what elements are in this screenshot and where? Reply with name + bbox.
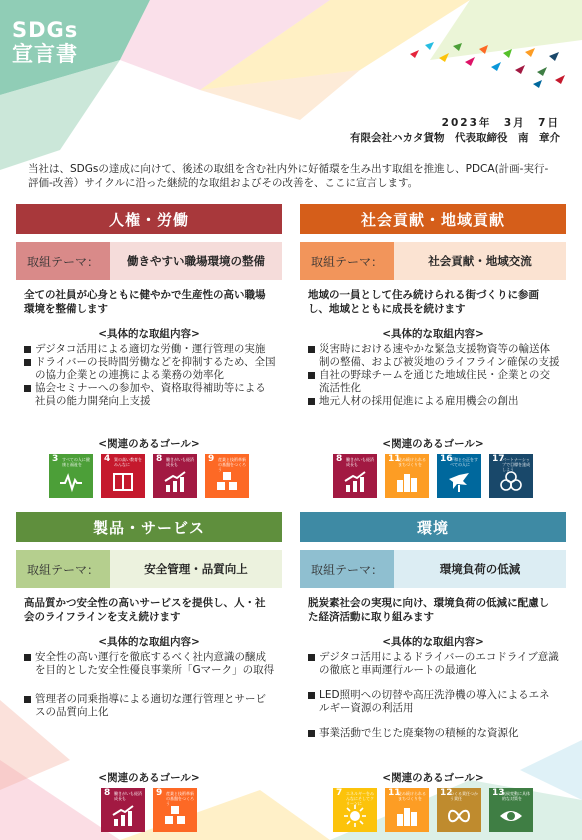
panel-title: 製品・サービス — [16, 512, 282, 542]
activities-heading: <具体的な取組内容> — [98, 636, 200, 648]
theme-value: 環境負荷の低減 — [394, 550, 566, 588]
list-item — [308, 689, 560, 715]
list-item-text: 安全性の高い運行を徹底するべく社内意識の醸成を目的とした安全性優良事業所「Gマーク」の取得 — [35, 651, 275, 676]
panel-environment — [300, 512, 566, 812]
sdg-goal-17-icon: 17 パートナーシップで目標を達成しよう — [489, 454, 533, 498]
list-item-text: 協会セミナーへの参加や、資格取得補助等による社員の能力開発向上支援 — [35, 382, 266, 407]
goals-heading: <関連のあるゴール> — [98, 438, 200, 450]
square-bullet-icon — [24, 346, 31, 353]
origami-birds-decoration — [405, 40, 570, 95]
square-bullet-icon — [308, 730, 315, 737]
theme-label: 取組テーマ： — [300, 550, 394, 588]
goal-icon-row — [300, 788, 566, 832]
activities-heading: <具体的な取組内容> — [98, 328, 200, 340]
goals-heading: <関連のあるゴール> — [98, 772, 200, 784]
list-item-text: デジタコ活用によるドライバーのエコドライブ意識の徹底と車両運行ルートの最適化 — [319, 651, 559, 676]
activity-list — [16, 343, 282, 408]
title-line-sdgs: SDGs — [12, 18, 79, 42]
goals-heading: <関連のあるゴール> — [382, 772, 484, 784]
panel-title: 人権・労働 — [16, 204, 282, 234]
activities-heading: <具体的な取組内容> — [382, 636, 484, 648]
sdg-goal-9-icon: 9 産業と技術革新の基盤をつくろう — [205, 454, 249, 498]
sdg-goal-11-icon: 11 住み続けられるまちづくりを — [385, 788, 429, 832]
list-item — [308, 727, 560, 740]
list-item — [24, 382, 276, 408]
list-item — [24, 651, 276, 677]
theme-value: 働きやすい職場環境の整備 — [110, 242, 282, 280]
list-item-text: 管理者の同乗指導による適切な運行管理とサービスの品質向上化 — [35, 693, 266, 718]
sdg-goal-16-icon: 16 平和と公正をすべての人に — [437, 454, 481, 498]
goal-icon-row — [16, 788, 282, 832]
list-item-text: ドライバーの長時間労働などを抑制するため、全国の協力企業との連携による業務の効率化 — [35, 356, 276, 381]
theme-value: 安全管理・品質向上 — [110, 550, 282, 588]
panel-products-services — [16, 512, 282, 812]
sdg-goal-3-icon: 3 すべての人に健康と福祉を — [49, 454, 93, 498]
list-item-text: デジタコ活用による適切な労働・運行管理の実施 — [35, 343, 266, 355]
declaration-date: 2023年 3月 7日 — [441, 117, 560, 129]
list-item-text: 事業活動で生じた廃棄物の積極的な資源化 — [319, 727, 519, 739]
list-item — [24, 356, 276, 382]
list-item-text: 災害時における速やかな緊急支援物資等の輸送体制の整備、および被災地のライフライン確保の支援 — [319, 343, 560, 368]
sdg-goal-8-icon: 8 働きがいも経済成長も — [153, 454, 197, 498]
sdg-goal-7-icon: 7 エネルギーをみんなにそしてクリーンに — [333, 788, 377, 832]
theme-label: 取組テーマ： — [300, 242, 394, 280]
square-bullet-icon — [24, 385, 31, 392]
lead-statement: 地域の一員として住み続けられる街づくりに参画し、地域とともに成長を続けます — [308, 289, 539, 315]
panel-human-rights-labor — [16, 204, 282, 504]
panel-social-contribution — [300, 204, 566, 504]
square-bullet-icon — [24, 696, 31, 703]
theme-label: 取組テーマ： — [16, 242, 110, 280]
square-bullet-icon — [308, 692, 315, 699]
theme-label: 取組テーマ： — [16, 550, 110, 588]
sdg-goal-11-icon: 11 住み続けられるまちづくりを — [385, 454, 429, 498]
list-item-text: 地元人材の採用促進による雇用機会の創出 — [319, 395, 519, 407]
intro-statement: 当社は、SDGsの達成に向けて、後述の取組を含む社内外に好循環を生み出す取組を推進し、PDCA(計画-実行-評価-改善）サイクルに沿った継続的な取組およびその改善を、ここに宣言します。 — [28, 163, 549, 189]
signer-name: 有限会社ハカタ貨物 代表取締役 南 章介 — [350, 132, 560, 144]
theme-row — [16, 242, 282, 280]
square-bullet-icon — [308, 654, 315, 661]
list-item — [308, 369, 560, 395]
sdg-goal-4-icon: 4 質の高い教育をみんなに — [101, 454, 145, 498]
sdg-goal-12-icon: 12 つくる責任つかう責任 — [437, 788, 481, 832]
lead-statement: 高品質かつ安全性の高いサービスを提供し、人・社会のライフラインを支え続けます — [24, 597, 266, 623]
goal-icon-row — [300, 454, 566, 498]
sdg-goal-13-icon: 13 気候変動に具体的な対策を — [489, 788, 533, 832]
sdg-goal-8-icon: 8 働きがいも経済成長も — [101, 788, 145, 832]
list-item — [308, 395, 560, 408]
list-item — [24, 693, 276, 719]
activity-list — [300, 651, 566, 740]
panel-title: 社会貢献・地域貢献 — [300, 204, 566, 234]
theme-row — [300, 242, 566, 280]
theme-row — [16, 550, 282, 588]
goal-icon-row — [16, 454, 282, 498]
square-bullet-icon — [308, 372, 315, 379]
title-line-declaration: 宣言書 — [12, 42, 78, 66]
square-bullet-icon — [24, 654, 31, 661]
square-bullet-icon — [308, 398, 315, 405]
list-item-text: 自社の野球チームを通じた地域住民・企業との交流活性化 — [319, 369, 550, 394]
lead-statement: 脱炭素社会の実現に向け、環境負荷の低減に配慮した経済活動に取り組みます — [308, 597, 550, 623]
theme-value: 社会貢献・地域交流 — [394, 242, 566, 280]
square-bullet-icon — [308, 346, 315, 353]
activity-list — [300, 343, 566, 408]
list-item — [308, 343, 560, 369]
list-item-text: LED照明への切替や高圧洗浄機の導入によるエネルギー資源の利活用 — [319, 689, 550, 714]
page-title — [12, 18, 78, 66]
activities-heading: <具体的な取組内容> — [382, 328, 484, 340]
goals-heading: <関連のあるゴール> — [382, 438, 484, 450]
square-bullet-icon — [24, 359, 31, 366]
sdg-goal-8-icon: 8 働きがいも経済成長も — [333, 454, 377, 498]
activity-list — [16, 651, 282, 719]
sdg-goal-9-icon: 9 産業と技術革新の基盤をつくろう — [153, 788, 197, 832]
lead-statement: 全ての社員が心身ともに健やかで生産性の高い職場環境を整備します — [24, 289, 266, 315]
panel-title: 環境 — [300, 512, 566, 542]
list-item — [308, 651, 560, 677]
list-item — [24, 343, 276, 356]
theme-row — [300, 550, 566, 588]
